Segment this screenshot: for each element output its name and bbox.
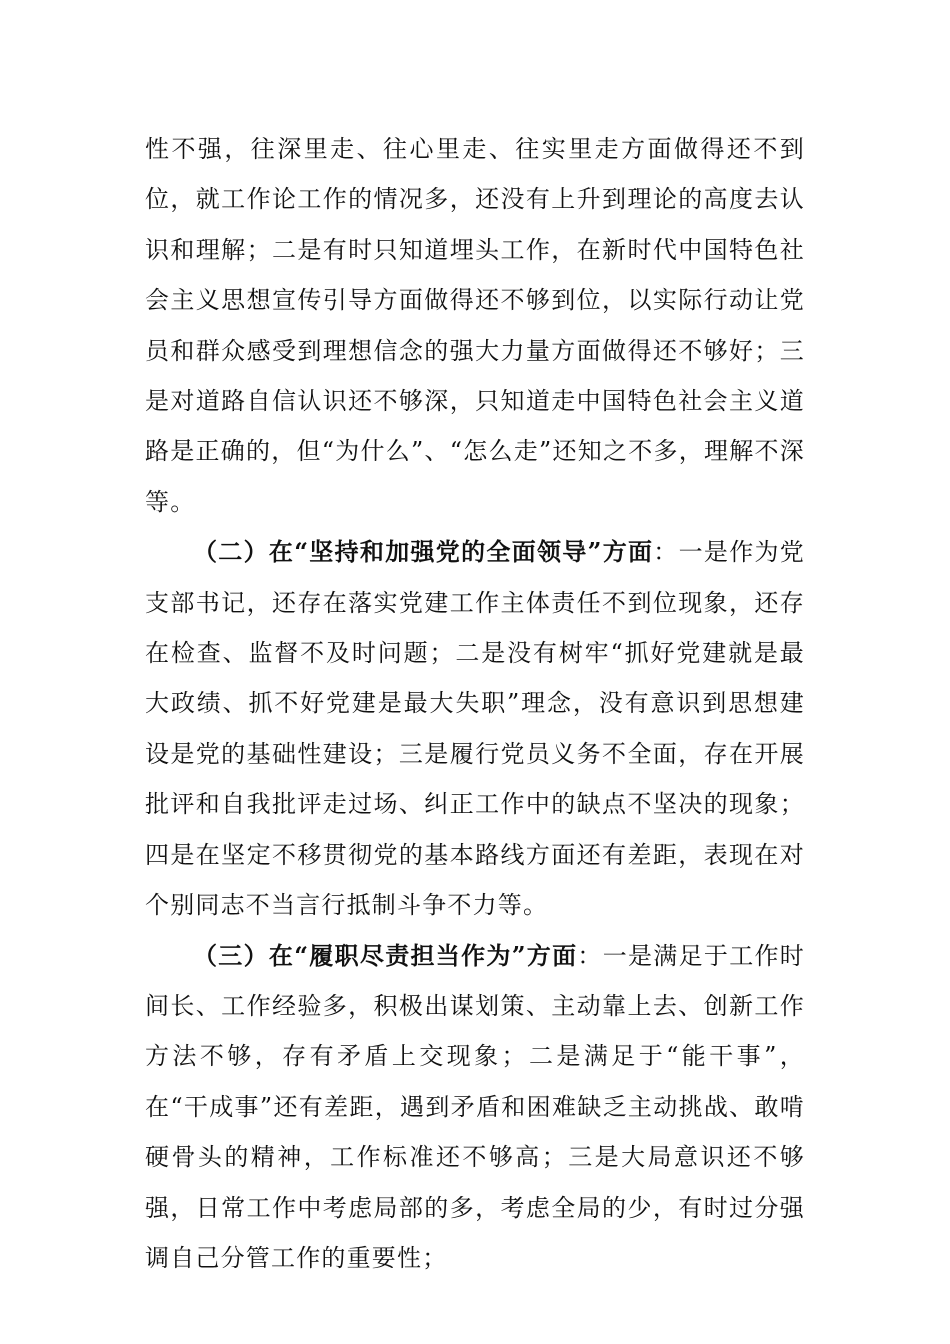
- paragraph-text: ：一是作为党支部书记，还存在落实党建工作主体责任不到位现象，还存在检查、监督不及时问题；二是没有树牢“抓好党建就是最大政绩、抓不好党建是最大失职”理念，没有意识到思想建设是党的基础性建设；三是履行党员义务不全面，存在开展批评和自我批评走过场、纠正工作中的缺点不坚决的现象；四是在坚定不移贯彻党的基本路线方面还有差距，表现在对个别同志不当言行抵制斗争不力等。: [145, 538, 805, 920]
- paragraph-text: ：一是满足于工作时间长、工作经验多，积极出谋划策、主动靠上去、创新工作方法不够，存有矛盾上交现象；二是满足于“能干事”，在“干成事”还有差距，遇到矛盾和困难缺乏主动挑战、敢啃硬骨头的精神，工作标准还不够高；三是大局意识还不够强，日常工作中考虑局部的多，考虑全局的少，有时过分强调自己分管工作的重要性；: [145, 941, 805, 1272]
- paragraph-continuation: [145, 124, 805, 527]
- paragraph-section-2: [145, 527, 805, 930]
- section-heading: （三）在“履职尽责担当作为”方面: [193, 940, 578, 970]
- section-heading: （二）在“坚持和加强党的全面领导”方面: [193, 537, 654, 567]
- paragraph-text: 性不强，往深里走、往心里走、往实里走方面做得还不到位，就工作论工作的情况多，还没有上升到理论的高度去认识和理解；二是有时只知道埋头工作，在新时代中国特色社会主义思想宣传引导方面做得还不够到位，以实际行动让党员和群众感受到理想信念的强大力量方面做得还不够好；三是对道路自信认识还不够深，只知道走中国特色社会主义道路是正确的，但“为什么”、“怎么走”还知之不多，理解不深等。: [145, 135, 805, 516]
- paragraph-section-3: [145, 931, 805, 1284]
- document-body: [145, 124, 805, 1283]
